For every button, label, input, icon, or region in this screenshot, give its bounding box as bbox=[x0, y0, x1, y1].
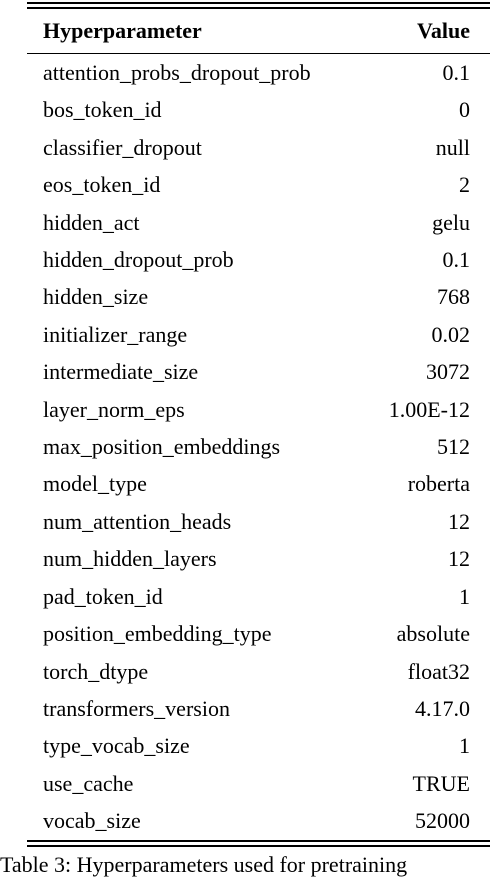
table-caption: Table 3: Hyperparameters used for pretraining bbox=[0, 852, 408, 877]
cell-value: gelu bbox=[432, 209, 470, 235]
bottom-double-rule bbox=[27, 840, 490, 847]
cell-hyperparameter: max_position_embeddings bbox=[43, 434, 281, 460]
cell-value: 1.00E-12 bbox=[388, 396, 470, 422]
top-double-rule bbox=[27, 2, 490, 9]
table-row bbox=[27, 54, 490, 92]
table-row bbox=[27, 540, 490, 577]
cell-value: 768 bbox=[437, 284, 470, 310]
cell-hyperparameter: pad_token_id bbox=[43, 583, 163, 609]
cell-value: 3072 bbox=[426, 359, 470, 385]
table-row bbox=[27, 802, 490, 839]
cell-hyperparameter: position_embedding_type bbox=[43, 621, 272, 647]
cell-value: 12 bbox=[448, 546, 470, 572]
cell-value: 1 bbox=[459, 583, 470, 609]
table-row bbox=[27, 278, 490, 315]
table-row bbox=[27, 465, 490, 502]
cell-value: 2 bbox=[459, 172, 470, 198]
cell-value: roberta bbox=[407, 471, 470, 497]
table-row bbox=[27, 615, 490, 652]
cell-value: TRUE bbox=[412, 770, 470, 796]
cell-value: 1 bbox=[459, 733, 470, 759]
cell-value: 0 bbox=[459, 97, 470, 123]
cell-hyperparameter: intermediate_size bbox=[43, 359, 199, 385]
cell-hyperparameter: bos_token_id bbox=[43, 97, 162, 123]
cell-hyperparameter: hidden_act bbox=[43, 209, 140, 235]
table-row bbox=[27, 353, 490, 390]
cell-value: 12 bbox=[448, 508, 470, 534]
table-row bbox=[27, 316, 490, 353]
cell-hyperparameter: hidden_size bbox=[43, 284, 149, 310]
table-row bbox=[27, 503, 490, 540]
cell-value: 0.1 bbox=[442, 247, 470, 273]
table-row bbox=[27, 653, 490, 690]
cell-hyperparameter: transformers_version bbox=[43, 695, 230, 721]
table-row bbox=[27, 166, 490, 203]
table-row bbox=[27, 578, 490, 615]
cell-value: 0.02 bbox=[431, 321, 470, 347]
cell-value: 0.1 bbox=[442, 60, 470, 85]
cell-hyperparameter: torch_dtype bbox=[43, 658, 149, 684]
cell-hyperparameter: model_type bbox=[43, 471, 147, 497]
cell-value: 52000 bbox=[415, 808, 470, 834]
header-hyperparameter: Hyperparameter bbox=[43, 18, 202, 43]
table-grid bbox=[27, 9, 490, 840]
cell-value: float32 bbox=[407, 658, 470, 684]
cell-value: absolute bbox=[396, 621, 470, 647]
cell-hyperparameter: num_hidden_layers bbox=[43, 546, 217, 572]
table-row bbox=[27, 129, 490, 166]
header-value: Value bbox=[417, 18, 470, 43]
table-row bbox=[27, 727, 490, 764]
cell-hyperparameter: vocab_size bbox=[43, 808, 141, 834]
cell-hyperparameter: type_vocab_size bbox=[43, 733, 190, 759]
cell-hyperparameter: layer_norm_eps bbox=[43, 396, 185, 422]
table-row bbox=[27, 428, 490, 465]
cell-value: 512 bbox=[437, 434, 470, 460]
cell-hyperparameter: classifier_dropout bbox=[43, 134, 202, 160]
table-row bbox=[27, 204, 490, 241]
table-body bbox=[27, 54, 490, 840]
table-row bbox=[27, 241, 490, 278]
table-row bbox=[27, 91, 490, 128]
cell-hyperparameter: hidden_dropout_prob bbox=[43, 247, 234, 273]
cell-value: null bbox=[435, 134, 470, 160]
cell-value: 4.17.0 bbox=[415, 695, 470, 721]
cell-hyperparameter: num_attention_heads bbox=[43, 508, 232, 534]
cell-hyperparameter: eos_token_id bbox=[43, 172, 161, 198]
table-header-row bbox=[27, 9, 490, 54]
cell-hyperparameter: initializer_range bbox=[43, 321, 188, 347]
hyperparameter-table bbox=[27, 2, 490, 847]
table-row bbox=[27, 690, 490, 727]
table-row bbox=[27, 765, 490, 802]
table-row bbox=[27, 391, 490, 428]
cell-hyperparameter: attention_probs_dropout_prob bbox=[43, 60, 311, 85]
cell-hyperparameter: use_cache bbox=[43, 770, 134, 796]
